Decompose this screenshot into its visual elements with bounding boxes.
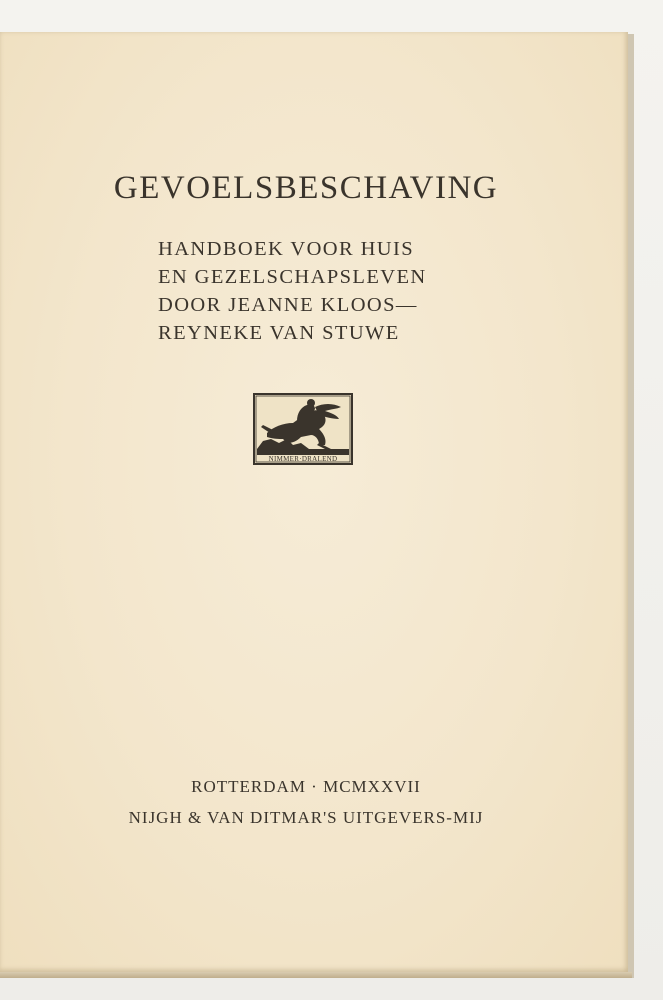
title-page: [0, 32, 628, 972]
printers-mark-motto: NIMMER·DRALEND: [268, 455, 338, 463]
subtitle-line: DOOR JEANNE KLOOS—: [158, 294, 418, 316]
book-title: GEVOELSBESCHAVING: [113, 170, 499, 206]
publisher-name: NIJGH & VAN DITMAR'S UITGEVERS-MIJ: [128, 808, 484, 827]
rider-on-horse-icon: [253, 393, 353, 465]
printers-mark-svg: [253, 393, 353, 465]
page-edge: [0, 972, 632, 978]
book-subtitle: [158, 235, 427, 347]
subtitle-line: HANDBOEK VOOR HUIS: [158, 238, 415, 260]
place-and-year: ROTTERDAM · MCMXXVII: [191, 777, 421, 796]
subtitle-line: REYNEKE VAN STUWE: [158, 322, 400, 344]
subtitle-line: EN GEZELSCHAPSLEVEN: [158, 266, 427, 288]
